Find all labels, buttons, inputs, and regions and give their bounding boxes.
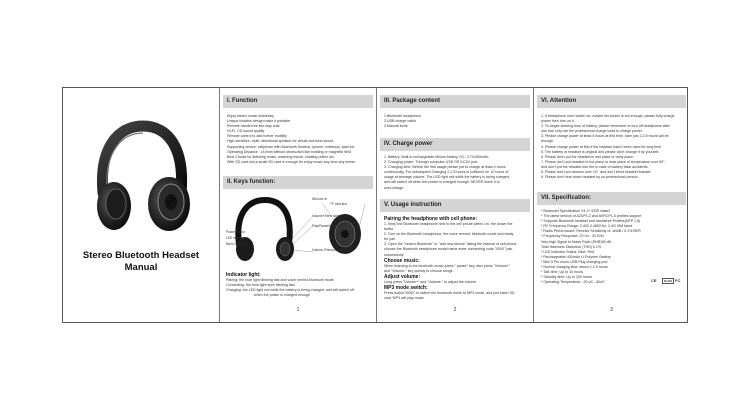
list-item: 4. Please charge power at first if the headset hasn't been used for long time. <box>541 144 663 149</box>
label-tf: TF card slot <box>330 202 347 206</box>
indicator-section <box>226 272 371 298</box>
list-item: Best Choice for listening music, watching movie, chatting online etc <box>227 154 334 159</box>
list-item: * Operating Temperature: -20 oC - 60oC <box>541 280 605 285</box>
list-item: * LED Indicator Status: Blue, Red <box>541 249 595 254</box>
list-item: usage at average volume. The LED light red while the battery is being charged, <box>384 175 510 180</box>
list-item: over-charge. <box>384 185 405 190</box>
list-item: 1. If headphone can't switch on, maybe the power is not enough, please fully charge <box>541 114 675 118</box>
spec-list <box>541 209 659 285</box>
label-power: Power button <box>226 230 245 234</box>
list-item: High-sensitive, multi- directional speaker for virtual surround sound <box>227 139 334 144</box>
list-item: 1. Keep the Bluetooth headphone next to the cell phone within 1m, the closer the <box>384 222 513 226</box>
spec-heading: VII. Specification: <box>537 192 686 205</box>
ce-mark: CE <box>651 278 657 283</box>
list-item: better. <box>384 227 394 232</box>
volume-heading: Adjust volume: <box>384 273 421 280</box>
list-item: Press button"MOD" to switch the bluetooth mode to MP3 mode, and just insert SD <box>384 290 515 295</box>
list-item: Remote control to add further mobility <box>227 134 287 139</box>
fcc-mark: FC <box>675 278 681 283</box>
label-vol-up: Volume+/Next song <box>312 214 340 218</box>
list-item: * Mini 5 Pin micro USB Plug charging port <box>541 259 608 264</box>
list-item: Unique foldable design make it portable <box>227 119 291 124</box>
list-item: 6. Please don't put the headset in wet place or rainy place. <box>541 154 634 159</box>
list-item: 2. To longer working time of battery, please remember to turn off headphone after <box>541 124 670 129</box>
list-item: for pair <box>384 237 396 242</box>
list-item: HI-FI, CD sound quality <box>227 129 265 134</box>
list-item: 2. Charging power: Through computer USB OR DC5V port. <box>384 160 479 165</box>
label-mic: Mic/Line in <box>312 197 328 201</box>
list-item: * Supports Bluetooth headset and handsfree Profiles(HFP 1.6) <box>541 219 641 224</box>
list-item: Enjoy stereo music wirelessly <box>227 114 274 118</box>
list-item: 1. Battery: Built-in rechargeable lithium battery, DC: 3.7V/400mAh. <box>384 155 490 159</box>
list-item: and "Volume-" key quickly to choose songs. <box>384 268 454 273</box>
list-item: Connecting: the blue light slow blinking fast <box>226 283 295 288</box>
manual-title-line1: Stereo Bluetooth Headset <box>82 250 200 261</box>
list-item: 5. The battery of headset is original and please don't change it by yourself. <box>541 149 660 154</box>
list-item: Total Harmonic Distortion (THD) 0.1%, <box>541 244 603 249</box>
list-item: * Bluetooth Specification V4.1+ EDR class2 <box>541 209 611 213</box>
page-3 <box>534 88 689 322</box>
manual-title <box>63 250 219 274</box>
list-item: * Radio Performance: Receive Sensitivity of -84dB / 0.1% BER <box>541 229 641 234</box>
package-heading: III. Package content <box>380 95 530 108</box>
list-item: * Frequency Response: 20 Hz - 20 KHz <box>541 234 604 239</box>
pairing-heading: Pairing the headphone with cell phone: <box>384 216 478 222</box>
list-item: when the power is charged enough <box>254 293 310 298</box>
keys-heading: II. Keys function: <box>223 176 373 189</box>
list-item: successfully. <box>384 252 405 257</box>
cover-panel <box>63 88 219 322</box>
list-item: use and only use the professional charge tools to charge power. <box>541 129 643 134</box>
indicator-heading: Indicator light: <box>226 272 261 278</box>
list-item: Remote hands free two-way chat <box>227 124 280 129</box>
package-list <box>384 114 528 129</box>
mp3-heading: MP3 mode switch: <box>384 284 428 291</box>
manual-title-line2: Manual <box>124 262 158 273</box>
usage-section <box>384 216 528 301</box>
list-item: Charging: the LED light red while the battery is being charged, and will switch off <box>226 288 354 293</box>
page-2 <box>377 88 533 322</box>
list-item: * Talk time: Up to 10 hours <box>541 270 584 275</box>
list-item: * The latest version of A2DP1.2 and AVRCP1.5 profiles support <box>541 214 642 219</box>
label-led: LED indicator <box>226 236 246 240</box>
list-item: * Rechargeable 400mAh Li-Polymer Battery <box>541 254 611 259</box>
page-number: 3 <box>610 307 613 313</box>
function-heading: I. Function <box>223 95 373 108</box>
list-item: Pairing: the blue light blinking fast and voice remind bluetooth mode. <box>226 278 335 282</box>
list-item: 3.Manual book <box>384 124 408 129</box>
list-item: Operating Distance : ≥10mm without obstruction like building or magnetic field <box>227 149 351 154</box>
page-number: 1 <box>296 307 300 313</box>
list-item: 2. Turn on the Bluetooth headphone, the voice remind: bluetooth mode and ready <box>384 232 514 237</box>
list-item: 3. Please charge power at least 4 hours at first time, later just 2-2.5 hours will be <box>541 134 669 139</box>
list-item: 3. Open the "search Bluetooth" or "add new device" listing the manual of cell phone, <box>384 242 518 247</box>
label-play: Play/Pause/Answer <box>312 224 340 228</box>
list-item: and don't put the headset into fire in case of battery blast accidents. <box>541 164 649 169</box>
page-number: 2 <box>453 307 457 313</box>
list-item: 9. Please don't tear down headset by un-professional person. <box>541 175 639 180</box>
function-list <box>227 114 371 165</box>
manual-sheet <box>62 87 688 323</box>
charge-heading: IV. Charge power <box>380 138 530 151</box>
list-item: 1.Bluetooth headphone <box>384 114 422 118</box>
list-item: 7. Please don't put headset in hot place or near place of temperature over 60°, <box>541 159 666 164</box>
keys-diagram <box>223 194 373 264</box>
list-item: continuously. For subsequent Charging 2-2.5 hours is sufficient for 10 hours of <box>384 170 509 175</box>
list-item: Supporting device: cellphone with Bluetooth function, iphone, notebook, ipad etc <box>227 144 355 149</box>
list-item: card 'MP3 will play music <box>384 296 425 301</box>
label-charge: Micro USB port <box>226 242 248 246</box>
list-item: 2.USB charge cable <box>384 119 416 124</box>
list-item: * Normal charging time: about 2-2.5 hours <box>541 265 608 270</box>
list-item: Very high Signal to Noise Ratio (SNR)95 dB, <box>541 239 612 244</box>
music-heading: Choose music: <box>384 257 420 264</box>
list-item: 3. Charging time: Before the first usage please put to charge at least 4 hours <box>384 165 506 170</box>
list-item: power then turn on it. <box>541 119 575 124</box>
list-item: Long press "Volume+" and "Volume-" to adjust the volume <box>384 279 477 284</box>
rohs-mark: RoHS <box>664 279 673 283</box>
list-item: choose the Bluetooth headphone model name enter connecting code "0000" pair <box>384 247 513 252</box>
attention-list <box>541 114 684 180</box>
headphone-image <box>63 88 219 248</box>
usage-heading: V. Usage instruction <box>380 199 530 212</box>
list-item: 8. Please don't put random over 10°, and don't bend headset bracket. <box>541 170 652 175</box>
label-vol-down: Volume-/Previous song <box>312 248 345 252</box>
attention-heading: VI. Attention <box>537 95 686 108</box>
list-item: and will switch off when the power is charged enough. NEVER leave it to <box>384 180 500 185</box>
list-item: * RF Frequency Range: 2.402-2.480GHz, 2.4G ISM band <box>541 224 633 229</box>
charge-list <box>384 155 528 191</box>
page-1 <box>220 88 376 322</box>
list-item: When listening to the bluetooth music,press " pause" key, also press "Volume+" <box>384 263 511 268</box>
list-item: * Standby time: Up to 200 hours <box>541 275 592 280</box>
list-item: enough. <box>541 139 554 144</box>
list-item: With SD card slot,a small SD card is enough for enjoy music any time any where. <box>227 159 357 164</box>
